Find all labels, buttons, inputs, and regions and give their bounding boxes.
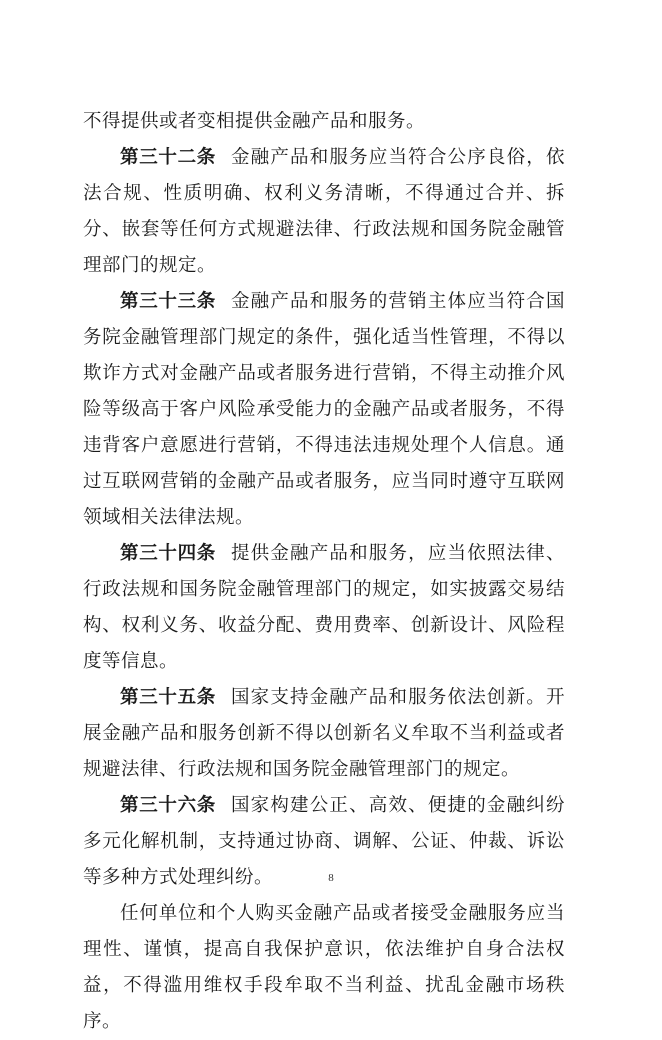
article-number: 第三十四条 bbox=[120, 543, 216, 564]
article-number: 第三十六条 bbox=[120, 795, 216, 816]
article-number: 第三十二条 bbox=[120, 147, 216, 168]
article-35 bbox=[83, 680, 565, 788]
article-text: 国家支持金融产品和服务依法创新。开展金融产品和服务创新不得以创新名义牟取不当利益或者规避法律、行政法规和国务院金融管理部门的规定。 bbox=[83, 687, 565, 780]
document-body bbox=[83, 104, 565, 1040]
article-text: 提供金融产品和服务，应当依照法律、行政法规和国务院金融管理部门的规定，如实披露交易结构、权利义务、收益分配、费用费率、创新设计、风险程度等信息。 bbox=[83, 543, 565, 672]
closing-paragraph: 任何单位和个人购买金融产品或者接受金融服务应当理性、谨慎，提高自我保护意识，依法维护自身合法权益，不得滥用维权手段牟取不当利益、扰乱金融市场秩序。 bbox=[83, 903, 565, 1032]
article-number: 第三十五条 bbox=[120, 687, 216, 708]
article-number: 第三十三条 bbox=[120, 291, 216, 312]
article-34 bbox=[83, 536, 565, 680]
article-text: 国家构建公正、高效、便捷的金融纠纷多元化解机制，支持通过协商、调解、公证、仲裁、诉讼等多种方式处理纠纷。 bbox=[83, 795, 565, 888]
article-32 bbox=[83, 140, 565, 284]
article-text: 金融产品和服务的营销主体应当符合国务院金融管理部门规定的条件，强化适当性管理，不得以欺诈方式对金融产品或者服务进行营销，不得主动推介风险等级高于客户风险承受能力的金融产品或者服务，不得违背客户意愿进行营销，不得违法违规处理个人信息。通过互联网营销的金融产品或者服务，应当同时遵守互联网领域相关法律法规。 bbox=[83, 291, 565, 528]
page-number: 8 bbox=[328, 872, 334, 884]
continuation-paragraph: 不得提供或者变相提供金融产品和服务。 bbox=[83, 111, 426, 132]
article-33 bbox=[83, 284, 565, 536]
article-text: 金融产品和服务应当符合公序良俗，依法合规、性质明确、权利义务清晰，不得通过合并、拆分、嵌套等任何方式规避法律、行政法规和国务院金融管理部门的规定。 bbox=[83, 147, 565, 276]
